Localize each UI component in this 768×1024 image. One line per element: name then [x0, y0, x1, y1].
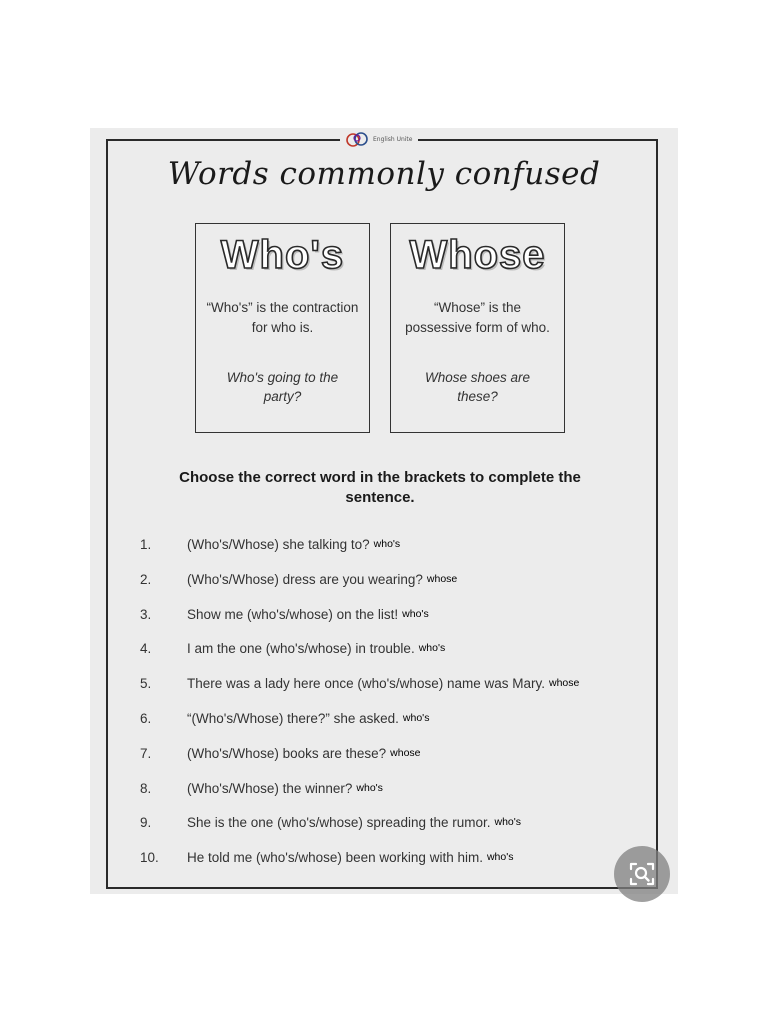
- question-answer: whose: [548, 677, 580, 690]
- card-definition: “Who's” is the contraction for who is.: [206, 300, 359, 335]
- logo-mark-icon: [346, 130, 370, 148]
- question-text: “(Who's/Whose) there?” she asked.: [187, 710, 399, 726]
- question-item: [90, 777, 678, 812]
- instructions: Choose the correct word in the brackets to complete the sentence.: [179, 469, 581, 506]
- question-text-wrap: [187, 711, 429, 726]
- question-text-wrap: [187, 537, 400, 552]
- question-item: [90, 707, 678, 742]
- question-text-wrap: [187, 815, 521, 830]
- question-text-wrap: [187, 641, 445, 656]
- question-number: 8.: [140, 780, 152, 796]
- logo-text: English Unite: [373, 135, 413, 143]
- question-item: [90, 568, 678, 603]
- question-answer: whose: [390, 746, 421, 759]
- question-text: (Who's/Whose) she talking to?: [187, 537, 370, 552]
- card-example: Whose shoes are these?: [424, 370, 531, 404]
- question-text-wrap: [187, 572, 457, 587]
- question-number: 1.: [140, 537, 152, 552]
- question-answer: who's: [494, 816, 522, 829]
- whos-card: [195, 223, 370, 433]
- question-text: Show me (who's/whose) on the list!: [187, 606, 399, 622]
- question-answer: who's: [402, 607, 429, 620]
- question-item: [90, 533, 678, 568]
- question-answer: who's: [486, 851, 514, 864]
- question-number: 7.: [140, 745, 152, 761]
- question-item: [90, 603, 678, 638]
- question-text-wrap: [187, 676, 579, 691]
- question-text: She is the one (who's/whose) spreading the rumor.: [187, 815, 491, 831]
- question-number: 6.: [140, 710, 152, 726]
- question-answer: who's: [418, 642, 446, 655]
- question-text: There was a lady here once (who's/whose) name was Mary.: [187, 676, 545, 692]
- question-item: [90, 672, 678, 707]
- question-text: He told me (who's/whose) been working with him.: [187, 850, 483, 866]
- question-number: 4.: [140, 641, 152, 657]
- card-definition: “Whose” is the possessive form of who.: [405, 300, 550, 335]
- worksheet-image: [90, 128, 678, 894]
- question-text-wrap: [187, 607, 429, 622]
- card-heading: Whose: [409, 233, 546, 277]
- question-text-wrap: [187, 850, 513, 865]
- question-text: (Who's/Whose) books are these?: [187, 745, 387, 761]
- question-number: 10.: [140, 850, 159, 866]
- whose-card: [390, 223, 565, 433]
- question-answer: whose: [426, 572, 458, 585]
- question-number: 2.: [140, 571, 152, 587]
- question-answer: who's: [402, 711, 430, 724]
- question-item: [90, 637, 678, 672]
- question-answer: who's: [373, 538, 401, 550]
- question-number: 9.: [140, 815, 152, 831]
- question-text-wrap: [187, 781, 383, 796]
- question-number: 3.: [140, 606, 152, 622]
- question-text: (Who's/Whose) dress are you wearing?: [187, 571, 423, 587]
- english-unite-logo: [340, 128, 418, 150]
- question-text: I am the one (who's/whose) in trouble.: [187, 641, 415, 657]
- question-number: 5.: [140, 676, 152, 692]
- card-example: Who's going to the party?: [226, 370, 339, 404]
- question-answer: who's: [356, 781, 383, 794]
- worksheet-title: Words commonly confused: [167, 156, 601, 192]
- card-heading: Who's: [220, 233, 345, 277]
- question-list: [90, 533, 678, 881]
- question-text: (Who's/Whose) the winner?: [187, 780, 353, 796]
- question-item: [90, 742, 678, 777]
- image-search-button[interactable]: [614, 846, 670, 902]
- question-item: [90, 846, 678, 881]
- question-item: [90, 811, 678, 846]
- question-text-wrap: [187, 746, 421, 761]
- image-search-icon: [627, 859, 657, 889]
